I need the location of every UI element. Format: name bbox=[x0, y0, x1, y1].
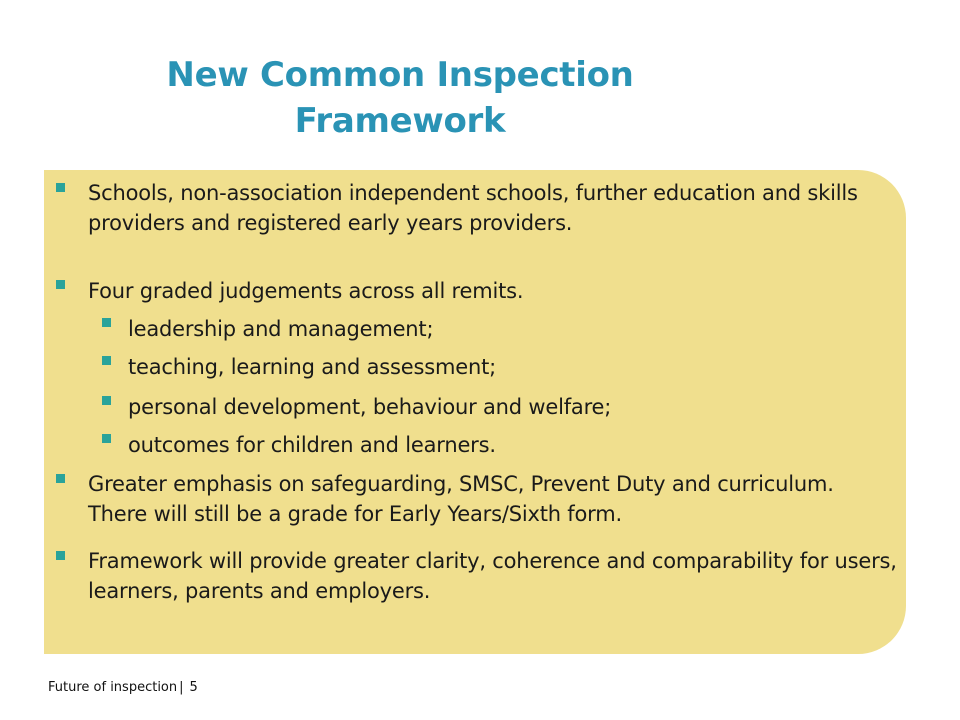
sub-bullet-square-icon bbox=[102, 396, 111, 405]
sub-bullet-item: teaching, learning and assessment; bbox=[128, 355, 496, 379]
footer-separator: | bbox=[179, 680, 184, 695]
bullet-square-icon bbox=[56, 183, 65, 192]
sub-bullet-item: outcomes for children and learners. bbox=[128, 433, 496, 457]
bullet-item: Four graded judgements across all remits. bbox=[88, 279, 524, 303]
slide-title-line-1: New Common Inspection bbox=[166, 55, 634, 95]
sub-bullet-square-icon bbox=[102, 434, 111, 443]
sub-bullet-item: personal development, behaviour and welfare; bbox=[128, 395, 612, 419]
bullet-square-icon bbox=[56, 551, 65, 560]
bullet-item: Framework will provide greater clarity, coherence and comparability for users, learners, parents and employers. bbox=[88, 549, 897, 603]
page-number: 5 bbox=[189, 680, 198, 695]
bullet-square-icon bbox=[56, 280, 65, 289]
slide-title bbox=[100, 52, 700, 144]
sub-bullet-item: leadership and management; bbox=[128, 317, 434, 341]
slide-title-line-2: Framework bbox=[294, 101, 506, 141]
slide-footer bbox=[48, 680, 198, 695]
sub-bullet-square-icon bbox=[102, 356, 111, 365]
sub-bullet-square-icon bbox=[102, 318, 111, 327]
footer-label: Future of inspection bbox=[48, 680, 178, 695]
bullet-item: Greater emphasis on safeguarding, SMSC, Prevent Duty and curriculum. There will still be a grade for Early Years/Sixth form. bbox=[88, 472, 834, 526]
bullet-square-icon bbox=[56, 474, 65, 483]
bullet-item: Schools, non-association independent schools, further education and skills providers and registered early years providers. bbox=[88, 181, 858, 235]
